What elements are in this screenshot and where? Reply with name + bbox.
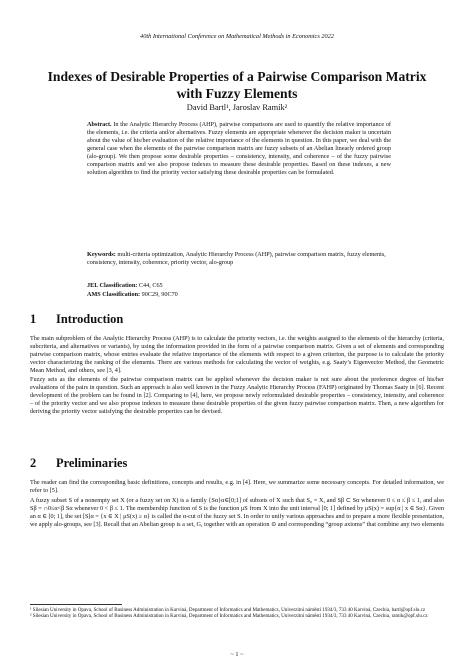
running-head: 40th International Conference on Mathematical Methods in Economics 2022 (140, 33, 334, 40)
introduction-paragraph-1: The main subproblem of the Analytic Hierarchy Process (AHP) is to calculate the priority vectors, i.e. the weights assigned to the elements of the hierarchy (criteria, subcriteria, and alternatives or variants), by using the information provided in the form of a pairwise comparison matrix. Given a set of elements and corresponding pairwise comparison matrix, whose entries evaluate the relative importance of the elements with respect to a given criterion, the purpose is to calculate the priority vector characterizing the ranking of the elements. There are various methods for calculating the vector of weights, e.g. Saaty’s Eigenvector Method, the Geometric Mean Method, and others, see [3, 4]. (30, 335, 444, 375)
section-heading-introduction (30, 312, 123, 327)
abstract-label: Abstract. (87, 121, 112, 128)
section-heading-preliminaries (30, 456, 127, 471)
abstract-block (87, 121, 391, 177)
footnote-1: ¹ Silesian University in Opava, School of Business Administration in Karviná, Department of Informatics and Mathematics, Univerzitní náměstí 1934/3, 733 40 Karviná, Czechia, bartl@opf.slu.cz (30, 607, 426, 613)
keywords-block (87, 251, 391, 267)
footnote-2: ² Silesian University in Opava, School of Business Administration in Karviná, Department of Informatics and Mathematics, Univerzitní náměstí 1934/3, 733 40 Karviná, Czechia, ramik@opf.slu.cz (30, 613, 428, 620)
preliminaries-paragraph-2: A fuzzy subset S of a nonempty set X (or a fuzzy set on X) is a family {Sα}α∈[0;1] of subsets of X such that S₀ = X, and Sβ ⊂ Sα whenever 0 ≤ α ≤ β ≤ 1, and also Sβ = ∩0≤α<β Sα whenever 0 < β ≤ 1. The membership function of S is the function μS from X into the unit interval [0; 1] defined by μS(x) = sup{α | x ∈ Sα}. Given an α ∈ [0; 1], the set [S]α = {x ∈ X | μS(x) ≥ α} is called the α-cut of the fuzzy set S. In order to unify various approaches and to prepare a more flexible presentation, we apply alo-groups, see [3]. Recall that an Abelian group is a set, G, together with an operation ⊙ and corresponding “group axioms” that combine any two elements (30, 497, 444, 529)
page-number: ~ 1 ~ (230, 651, 244, 658)
abstract-text: In the Analytic Hierarchy Process (AHP), pairwise comparisons are used to quantify the relative importance of the elements, i.e. the criteria and/or alternatives. Fuzzy elements are appropriate whenever the decision maker is uncertain about the value of his/her evaluation of the relative importance of the elements in question. In this paper, we deal with the general case when the elements of the pairwise comparison matrix are fuzzy subsets of an Abelian linearly ordered group (alo-group). We then propose some desirable properties – consistency, intensity, and coherence – of the fuzzy pairwise comparison matrix and we also propose indexes to measure these desirable properties. Based on these indexes, a new solution algorithm to find the priority vector satisfying these desirable properties can be formulated. (87, 121, 391, 177)
section-title: Introduction (56, 312, 124, 326)
footnotes-block (30, 607, 444, 620)
classification-block (87, 282, 391, 299)
jel-codes: C44, C65 (138, 282, 163, 289)
ams-line (87, 291, 391, 300)
ams-codes: 90C29, 90C70 (141, 290, 178, 298)
preliminaries-paragraph-1: The reader can find the corresponding basic definitions, concepts and results, e.g. in [4]. Here, we summarize some necessary concepts. For detailed information, we refer to [5]. (30, 479, 444, 495)
jel-label: JEL Classification: (87, 282, 138, 289)
section-number: 1 (30, 312, 37, 326)
section-title: Preliminaries (56, 456, 128, 470)
jel-line (87, 282, 391, 291)
footnote-divider (30, 604, 122, 605)
keywords-text: multi-criteria optimization, Analytic Hierarchy Process (AHP), pairwise comparison matrix, fuzzy elements, consistency, intensity, coherence, priority vector, alo-group (87, 251, 386, 267)
ams-label: AMS Classification: (87, 290, 141, 298)
authors-line: David Bartl¹, Jaroslav Ramík² (186, 103, 288, 112)
paper-title: Indexes of Desirable Properties of a Pairwise Comparison Matrix with Fuzzy Elements (47, 69, 427, 101)
section-number: 2 (30, 456, 37, 470)
introduction-paragraph-2: Fuzzy sets as the elements of the pairwise comparison matrix can be applied whenever the decision maker is not sure about the preference degree of his/her evaluations of the pairs in question. Such an approach is also well known in the Fuzzy Analytic Hierarchy Process (FAHP) originated by Thomas Saaty in [6]. Recent development of the problem can be found in [2]. Comparing to [4], here, we propose newly reformulated desirable properties – consistency, intensity, and coherence – of the priority vector and we also propose indexes to measure these desirable properties of the given fuzzy pairwise comparison matrix. Then, a new algorithm for deriving the priority vector satisfying the desirable properties can be devised. (30, 376, 444, 416)
keywords-label: Keywords: (87, 251, 116, 258)
